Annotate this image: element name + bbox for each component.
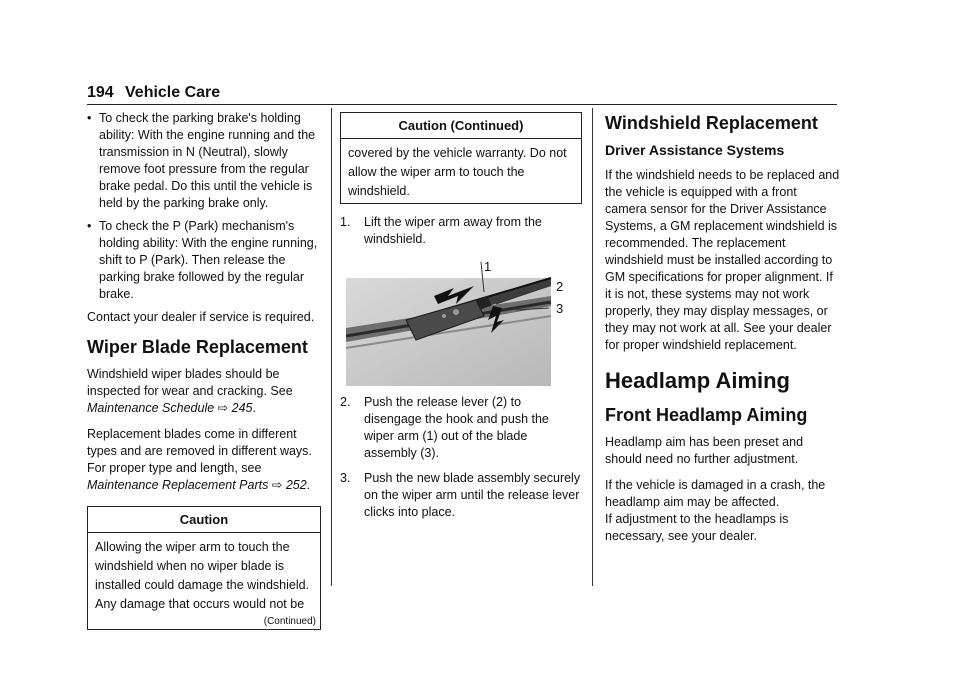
front-headlamp-heading: Front Headlamp Aiming <box>605 405 808 425</box>
wiper-blade-figure <box>346 258 576 386</box>
replacement-parts-link[interactable]: Maintenance Replacement Parts <box>87 478 269 492</box>
caution-box-continued <box>340 112 582 204</box>
wiper-paragraph-2: Replacement blades come in different types and are removed in different ways. For proper type and length, see Maintenance Replacement Parts ⇨ 252. <box>87 427 312 492</box>
contact-dealer-text: Contact your dealer if service is required. <box>87 310 315 324</box>
caution-title: Caution (Continued) <box>341 113 581 139</box>
wiper-heading: Wiper Blade Replacement <box>87 337 308 357</box>
continued-label: (Continued) <box>263 616 316 627</box>
page-ref-icon: ⇨ <box>271 478 283 492</box>
page-ref[interactable]: 245 <box>231 401 253 415</box>
front-headlamp-p2b: If adjustment to the headlamps is necessary, see your dealer. <box>605 512 789 543</box>
callout-2: 2 <box>556 279 564 294</box>
caution-title: Caution <box>88 507 320 533</box>
front-headlamp-p1: Headlamp aim has been preset and should need no further adjustment. <box>605 435 804 466</box>
page-ref[interactable]: 252 <box>285 478 307 492</box>
headlamp-heading: Headlamp Aiming <box>605 368 790 393</box>
windshield-heading: Windshield Replacement <box>605 113 818 133</box>
section-title: Vehicle Care <box>125 84 221 101</box>
bullet-item: • To check the parking brake's holding ability: With the engine running and the transmission in N (Neutral), slowly remove foot pressure from the regular brake pedal. Do this until the vehicle is held by the parking brake only. <box>87 110 321 212</box>
column-1 <box>87 110 321 640</box>
caution-text: Allowing the wiper arm to touch the windshield when no wiper blade is installed could damage the windshield. Any damage that occurs would not be <box>95 540 310 611</box>
step-item: 1. Lift the wiper arm away from the windshield. <box>340 215 542 246</box>
wiper-paragraph-1: Windshield wiper blades should be inspected for wear and cracking. See Maintenance Schedule ⇨ 245. <box>87 367 293 415</box>
column-3 <box>605 112 840 554</box>
page-header <box>87 82 837 105</box>
callout-1: 1 <box>484 259 492 274</box>
maintenance-schedule-link[interactable]: Maintenance Schedule <box>87 401 215 415</box>
column-divider-1 <box>331 108 332 586</box>
bullet-item: • To check the P (Park) mechanism's holding ability: With the engine running, shift to P (Park). Then release the parking brake followed by the regular brake. <box>87 218 321 303</box>
page-ref-icon: ⇨ <box>217 401 229 415</box>
das-text: If the windshield needs to be replaced and the vehicle is equipped with a front camera sensor for the Driver Assistance Systems, a GM replacement windshield is recommended. The replacement windshield must be installed according to GM specifications for proper alignment. If it is not, these systems may not work properly, they may display messages, or they may not work at all. See your dealer for proper windshield replacement. <box>605 168 840 352</box>
caution-text: covered by the vehicle warranty. Do not allow the wiper arm to touch the windshield. <box>348 146 567 198</box>
das-heading: Driver Assistance Systems <box>605 142 785 158</box>
page-number: 194 <box>87 84 114 101</box>
column-divider-2 <box>592 108 593 586</box>
column-2 <box>340 112 582 529</box>
step-item: 3. Push the new blade assembly securely on the wiper arm until the release lever clicks into place. <box>340 471 581 519</box>
caution-box <box>87 506 321 630</box>
wiper-illustration <box>346 258 576 386</box>
callout-3: 3 <box>556 301 564 316</box>
front-headlamp-p2a: If the vehicle is damaged in a crash, the headlamp aim may be affected. <box>605 478 826 509</box>
step-item: 2. Push the release lever (2) to disengage the hook and push the wiper arm (1) out of the blade assembly (3). <box>340 395 549 460</box>
